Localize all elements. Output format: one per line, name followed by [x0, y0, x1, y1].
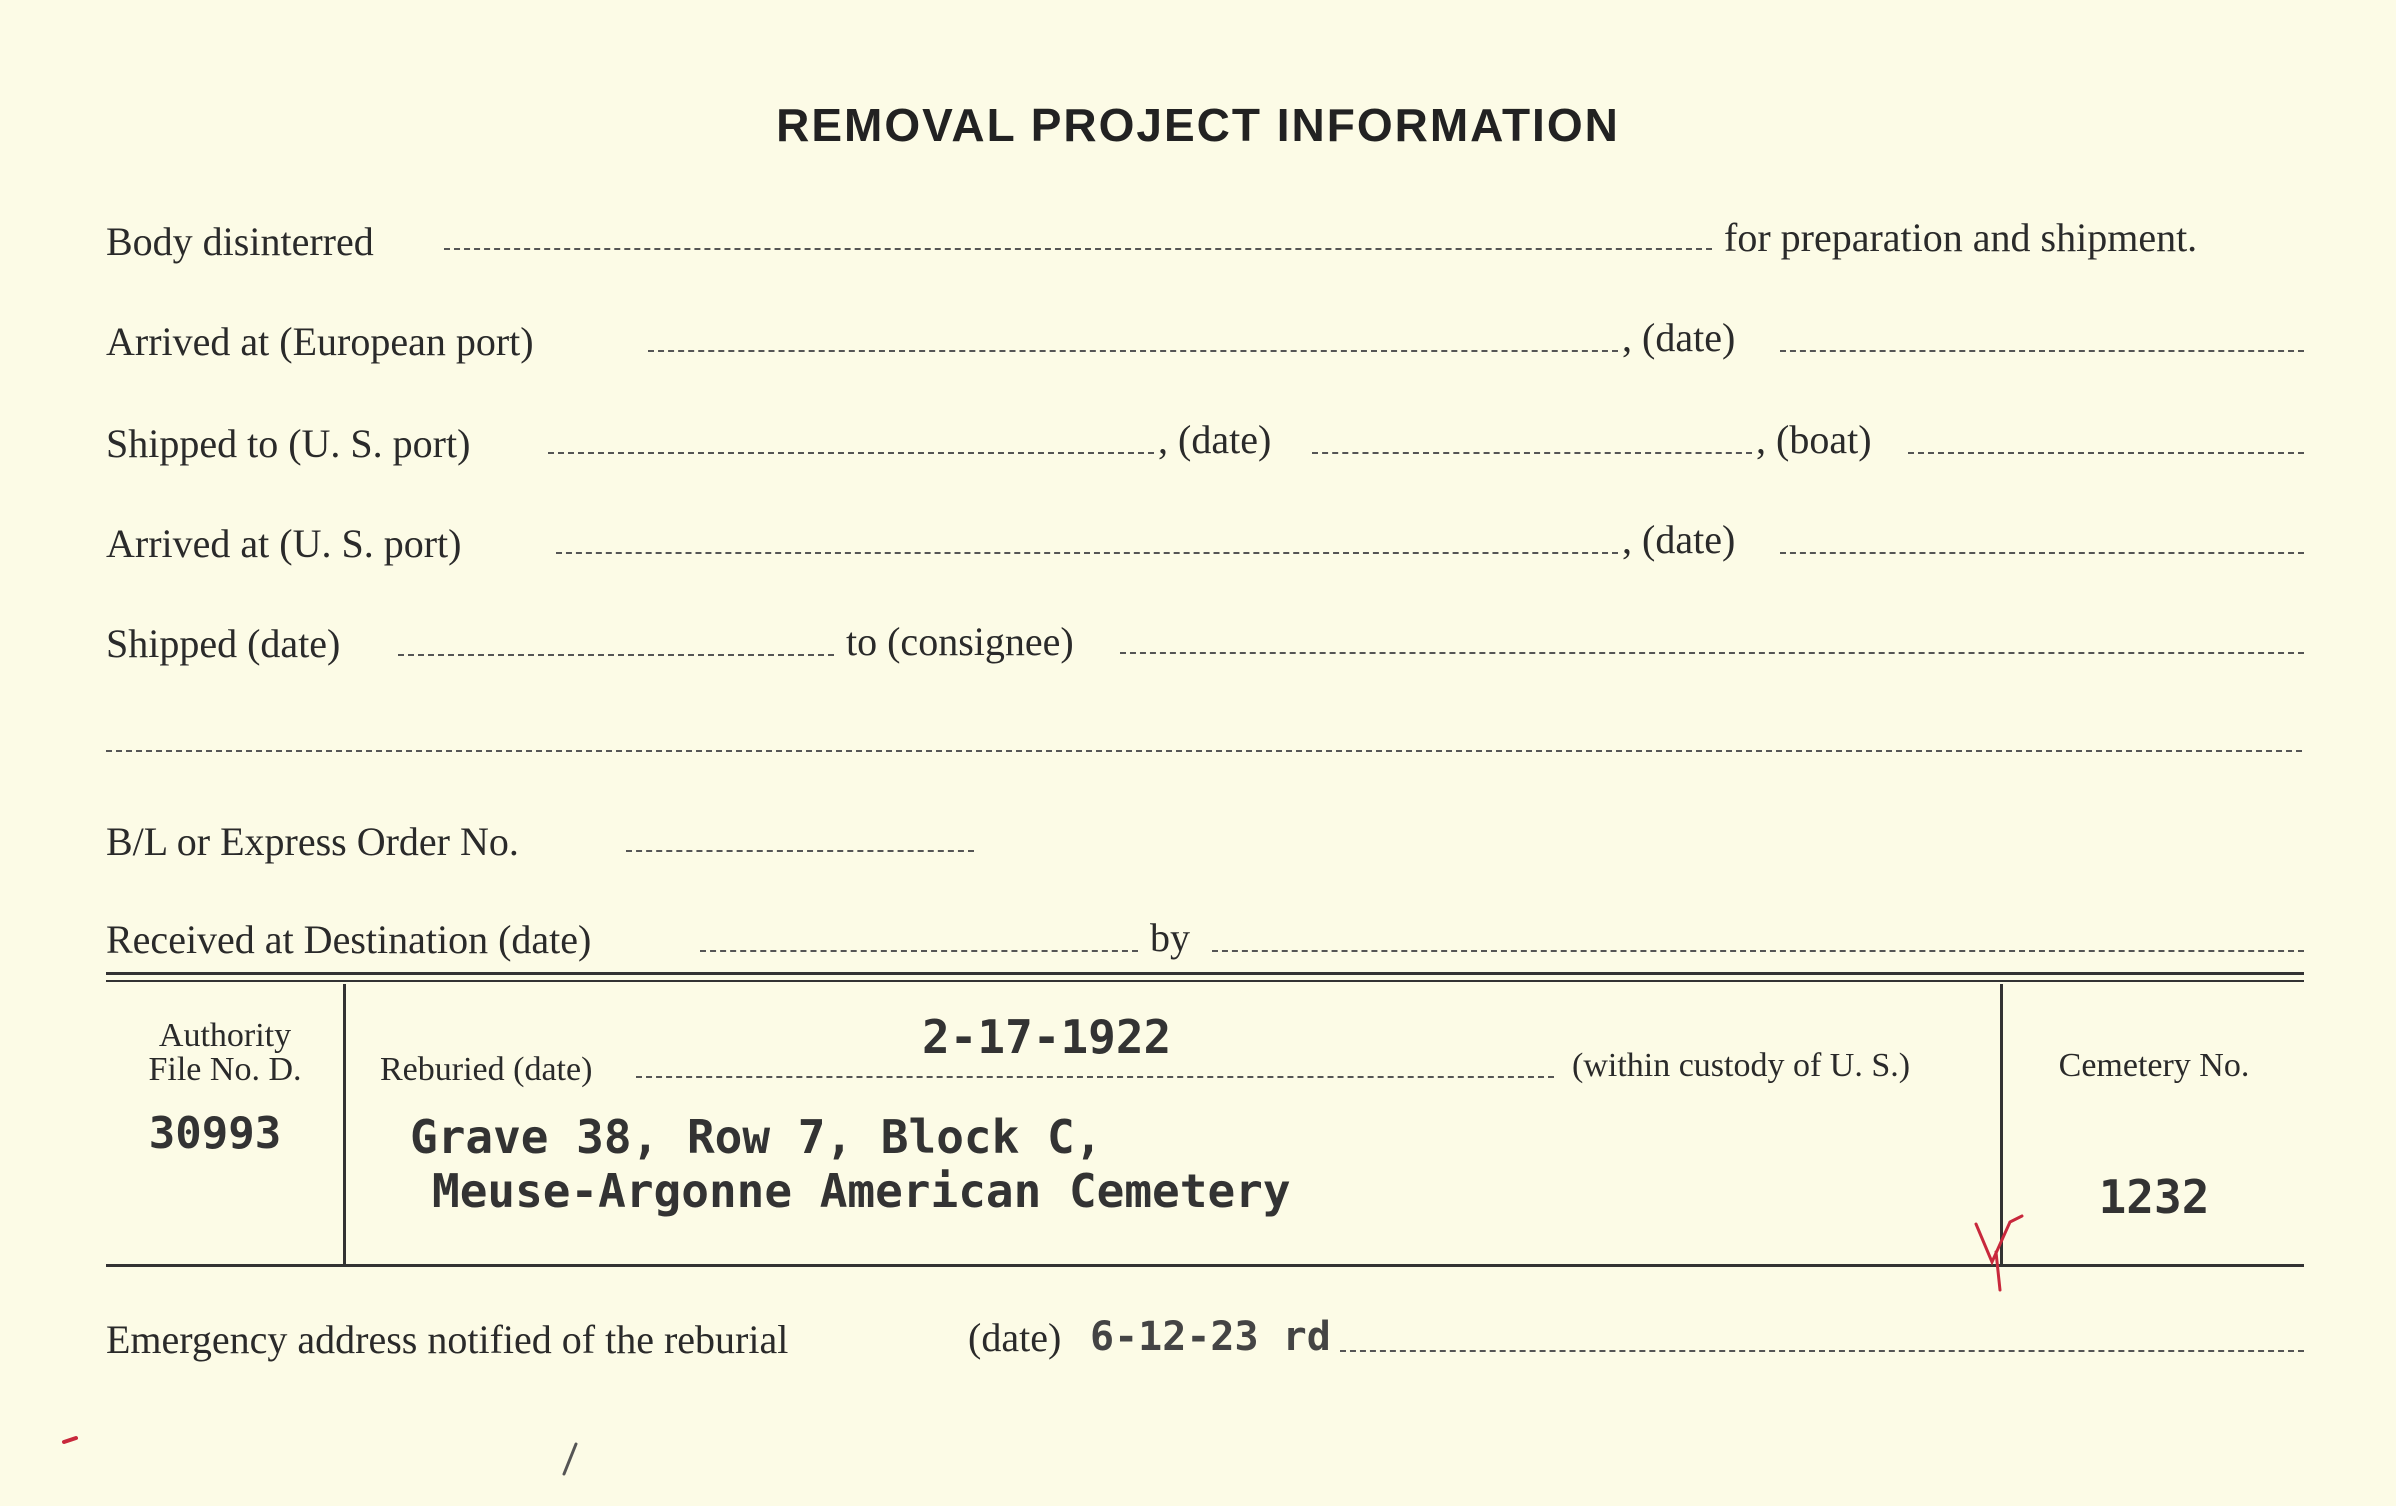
european-date-label: , (date) — [1622, 315, 1736, 360]
file-no-label: File No. D. — [148, 1051, 302, 1088]
bl-express-field — [626, 850, 974, 852]
cemetery-no-label: Cemetery No. — [2058, 1047, 2250, 1084]
boat-label: , (boat) — [1756, 417, 1872, 462]
shipped-us-port-label: Shipped to (U. S. port) — [106, 421, 471, 466]
bl-express-label: B/L or Express Order No. — [106, 819, 519, 864]
cemetery-no-value: 1232 — [2098, 1170, 2210, 1224]
consignee-continuation-field — [106, 750, 2302, 752]
boat-field — [1908, 452, 2304, 454]
shipped-us-date-field — [1312, 452, 1752, 454]
shipped-us-port-field — [548, 452, 1154, 454]
authority-label: Authority — [158, 1017, 292, 1054]
shipped-date-field — [398, 654, 834, 656]
grave-line-2: Meuse-Argonne American Cemetery — [432, 1164, 1291, 1218]
reburied-label: Reburied (date) — [380, 1051, 593, 1088]
page-title: REMOVAL PROJECT INFORMATION — [776, 99, 1620, 151]
box-top-rule — [106, 972, 2304, 975]
body-disinterred-label: Body disinterred — [106, 219, 374, 264]
arrived-european-label: Arrived at (European port) — [106, 319, 534, 364]
arrived-us-port-field — [556, 552, 1618, 554]
body-disinterred-field — [444, 248, 1712, 250]
for-preparation-label: for preparation and shipment. — [1724, 215, 2198, 260]
reburied-date-field — [636, 1076, 1554, 1078]
emergency-date-label: (date) — [968, 1315, 1062, 1360]
box-left-divider — [343, 984, 346, 1266]
european-date-field — [1780, 350, 2304, 352]
received-by-field — [1212, 950, 2304, 952]
reburied-date-value: 2-17-1922 — [922, 1010, 1172, 1064]
shipped-date-label: , (date) — [1158, 417, 1272, 462]
consignee-field — [1120, 652, 2304, 654]
emergency-date-field — [1340, 1350, 2304, 1352]
by-label: by — [1150, 915, 1190, 960]
red-ink-dot-icon — [60, 1430, 90, 1450]
received-date-field — [700, 950, 1138, 952]
within-custody-label: (within custody of U. S.) — [1572, 1047, 1911, 1084]
shipped-date-row-label: Shipped (date) — [106, 621, 341, 666]
file-no-value: 30993 — [148, 1108, 282, 1159]
emergency-date-value: 6-12-23 rd — [1090, 1314, 1331, 1360]
consignee-label: to (consignee) — [846, 619, 1074, 664]
grave-line-1: Grave 38, Row 7, Block C, — [410, 1110, 1103, 1164]
pencil-mark-icon — [556, 1440, 586, 1480]
european-port-field — [648, 350, 1618, 352]
red-check-mark-icon — [1970, 1212, 2030, 1292]
received-destination-label: Received at Destination (date) — [106, 917, 592, 962]
box-top-rule-inner — [106, 980, 2304, 982]
arrived-us-date-field — [1780, 552, 2304, 554]
arrived-us-port-label: Arrived at (U. S. port) — [106, 521, 462, 566]
arrived-us-date-label: , (date) — [1622, 517, 1736, 562]
emergency-label: Emergency address notified of the reburial — [106, 1317, 789, 1362]
